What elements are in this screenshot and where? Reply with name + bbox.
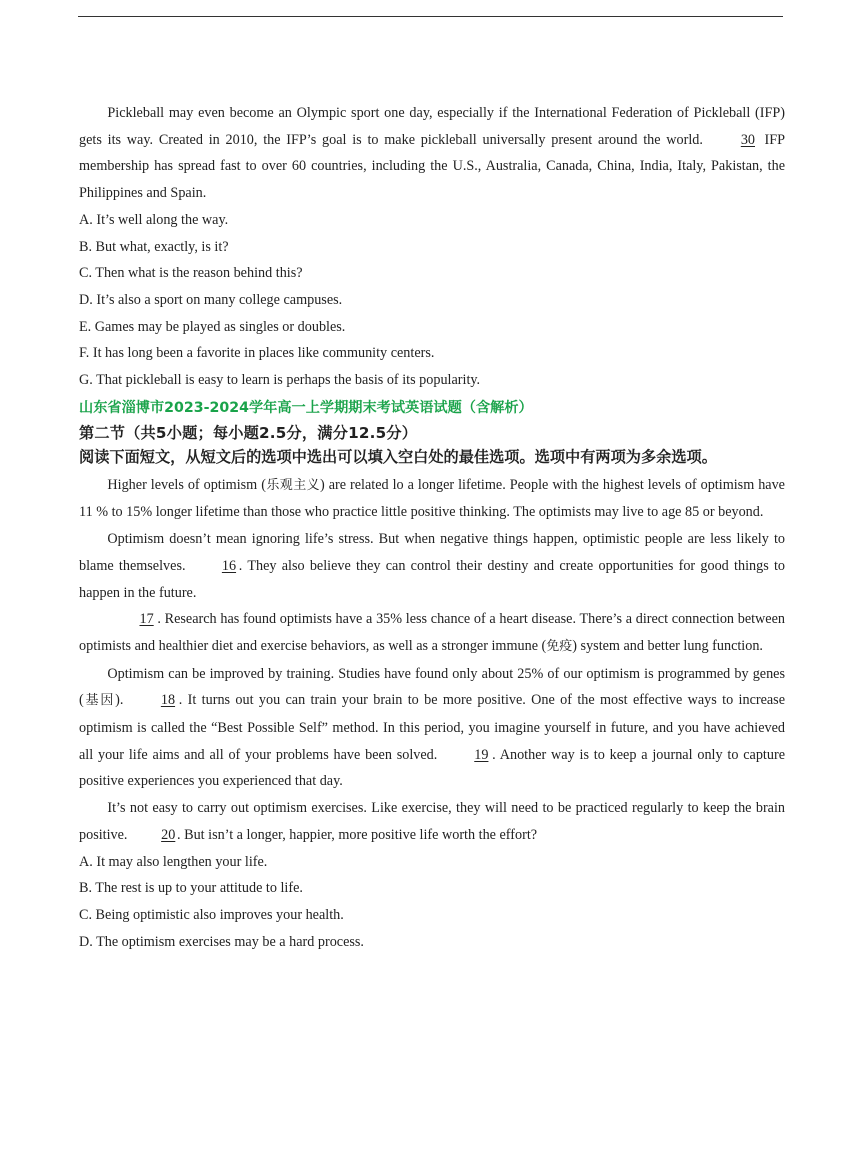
blank-30: 30 bbox=[740, 131, 755, 148]
section-title: 第二节（共5小题；每小题2.5分，满分12.5分） bbox=[79, 423, 418, 442]
paragraph-text: ) are related lo a longer lifetime. People with the highest levels of optimism have 11 % to 15% longer lifetime than those who practice little positive thinking. The optimists may live to age 85 or beyond. bbox=[79, 476, 785, 521]
paragraph-text: . It turns out you can train your brain to be more positive. One of the most effective ways to increase optimism is called the “Best Possible Self” method. In this period, you imagine yourself in future, and you have achieved all your life aims and all of your problems have been solved. bbox=[79, 692, 786, 763]
blank-17: 17 bbox=[139, 611, 154, 628]
passage-paragraph-4 bbox=[79, 661, 785, 796]
source-title: 山东省淄博市2023-2024学年高一上学期期末考试英语试题（含解析） bbox=[79, 399, 533, 416]
option-g: G. That pickleball is easy to learn is perhaps the basis of its popularity. bbox=[79, 372, 481, 389]
option-c: C. Then what is the reason behind this? bbox=[79, 265, 303, 282]
passage-paragraph-5 bbox=[79, 795, 785, 848]
document-content bbox=[79, 100, 785, 955]
option-b: B. The rest is up to your attitude to life. bbox=[79, 880, 303, 897]
options-list-part2 bbox=[79, 849, 785, 956]
passage-paragraph-1 bbox=[79, 472, 785, 526]
option-f: F. It has long been a favorite in places like community centers. bbox=[79, 345, 435, 362]
paragraph-text: It’s not easy to carry out optimism exercises. Like exercise, they will need to be practiced regularly to keep the brain positive. bbox=[79, 800, 785, 843]
option-c: C. Being optimistic also improves your health. bbox=[79, 906, 344, 923]
option-a: A. It’s well along the way. bbox=[79, 211, 229, 228]
paragraph-text: Higher levels of optimism ( bbox=[107, 476, 266, 493]
paragraph-text: IFP membership has spread fast to over 60 countries, including the U.S., Australia, Canada, China, India, Italy, Pakistan, the Philippines and Spain. bbox=[79, 131, 786, 202]
paragraph-text: ) system and better lung function. bbox=[572, 637, 763, 654]
paragraph-text: ). bbox=[115, 692, 124, 709]
header-rule bbox=[78, 16, 783, 17]
paragraph-text: Pickleball may even become an Olympic sport one day, especially if the International Federation of Pickleball (IFP) gets its way. Created in 2010, the IFP’s goal is to make pickleball universally present around the world. bbox=[79, 105, 785, 148]
chinese-gloss: 乐观主义 bbox=[265, 477, 321, 493]
blank-16: 16 bbox=[221, 557, 237, 574]
paragraph-text: . Another way is to keep a journal only to capture positive experiences you experienced that day. bbox=[79, 746, 785, 790]
option-d: D. It’s also a sport on many college campuses. bbox=[79, 291, 343, 308]
blank-19: 19 bbox=[474, 746, 489, 763]
passage-paragraph-pickleball bbox=[79, 100, 785, 207]
paragraph-text: . But isn’t a longer, happier, more positive life worth the effort? bbox=[177, 826, 538, 843]
option-d: D. The optimism exercises may be a hard process. bbox=[79, 933, 364, 950]
chinese-gloss: 免疫 bbox=[546, 638, 573, 654]
options-list-part1 bbox=[79, 207, 785, 394]
paragraph-text: Optimism doesn’t mean ignoring life’s stress. But when negative things happen, optimistic people are less likely to blame themselves. bbox=[79, 531, 785, 574]
paragraph-text: . Research has found optimists have a 35% less chance of a heart disease. There’s a direct connection between optimists and healthier diet and exercise behaviors, as well as a stronger immune ( bbox=[79, 611, 785, 654]
paragraph-text: . They also believe they can control their destiny and create opportunities for good things to happen in the future. bbox=[79, 557, 786, 601]
section-instruction: 阅读下面短文，从短文后的选项中选出可以填入空白处的最佳选项。选项中有两项为多余选项。 bbox=[79, 448, 717, 467]
blank-18: 18 bbox=[160, 692, 176, 709]
option-b: B. But what, exactly, is it? bbox=[79, 238, 229, 255]
passage-paragraph-2 bbox=[79, 526, 785, 606]
option-e: E. Games may be played as singles or doubles. bbox=[79, 318, 346, 335]
chinese-gloss: 基因 bbox=[83, 693, 116, 709]
option-a: A. It may also lengthen your life. bbox=[79, 853, 268, 870]
blank-20: 20 bbox=[161, 826, 176, 843]
paragraph-text: Optimism can be improved by training. Studies have found only about 25% of our optimism is programmed by genes ( bbox=[79, 665, 785, 709]
passage-paragraph-3 bbox=[79, 606, 785, 660]
